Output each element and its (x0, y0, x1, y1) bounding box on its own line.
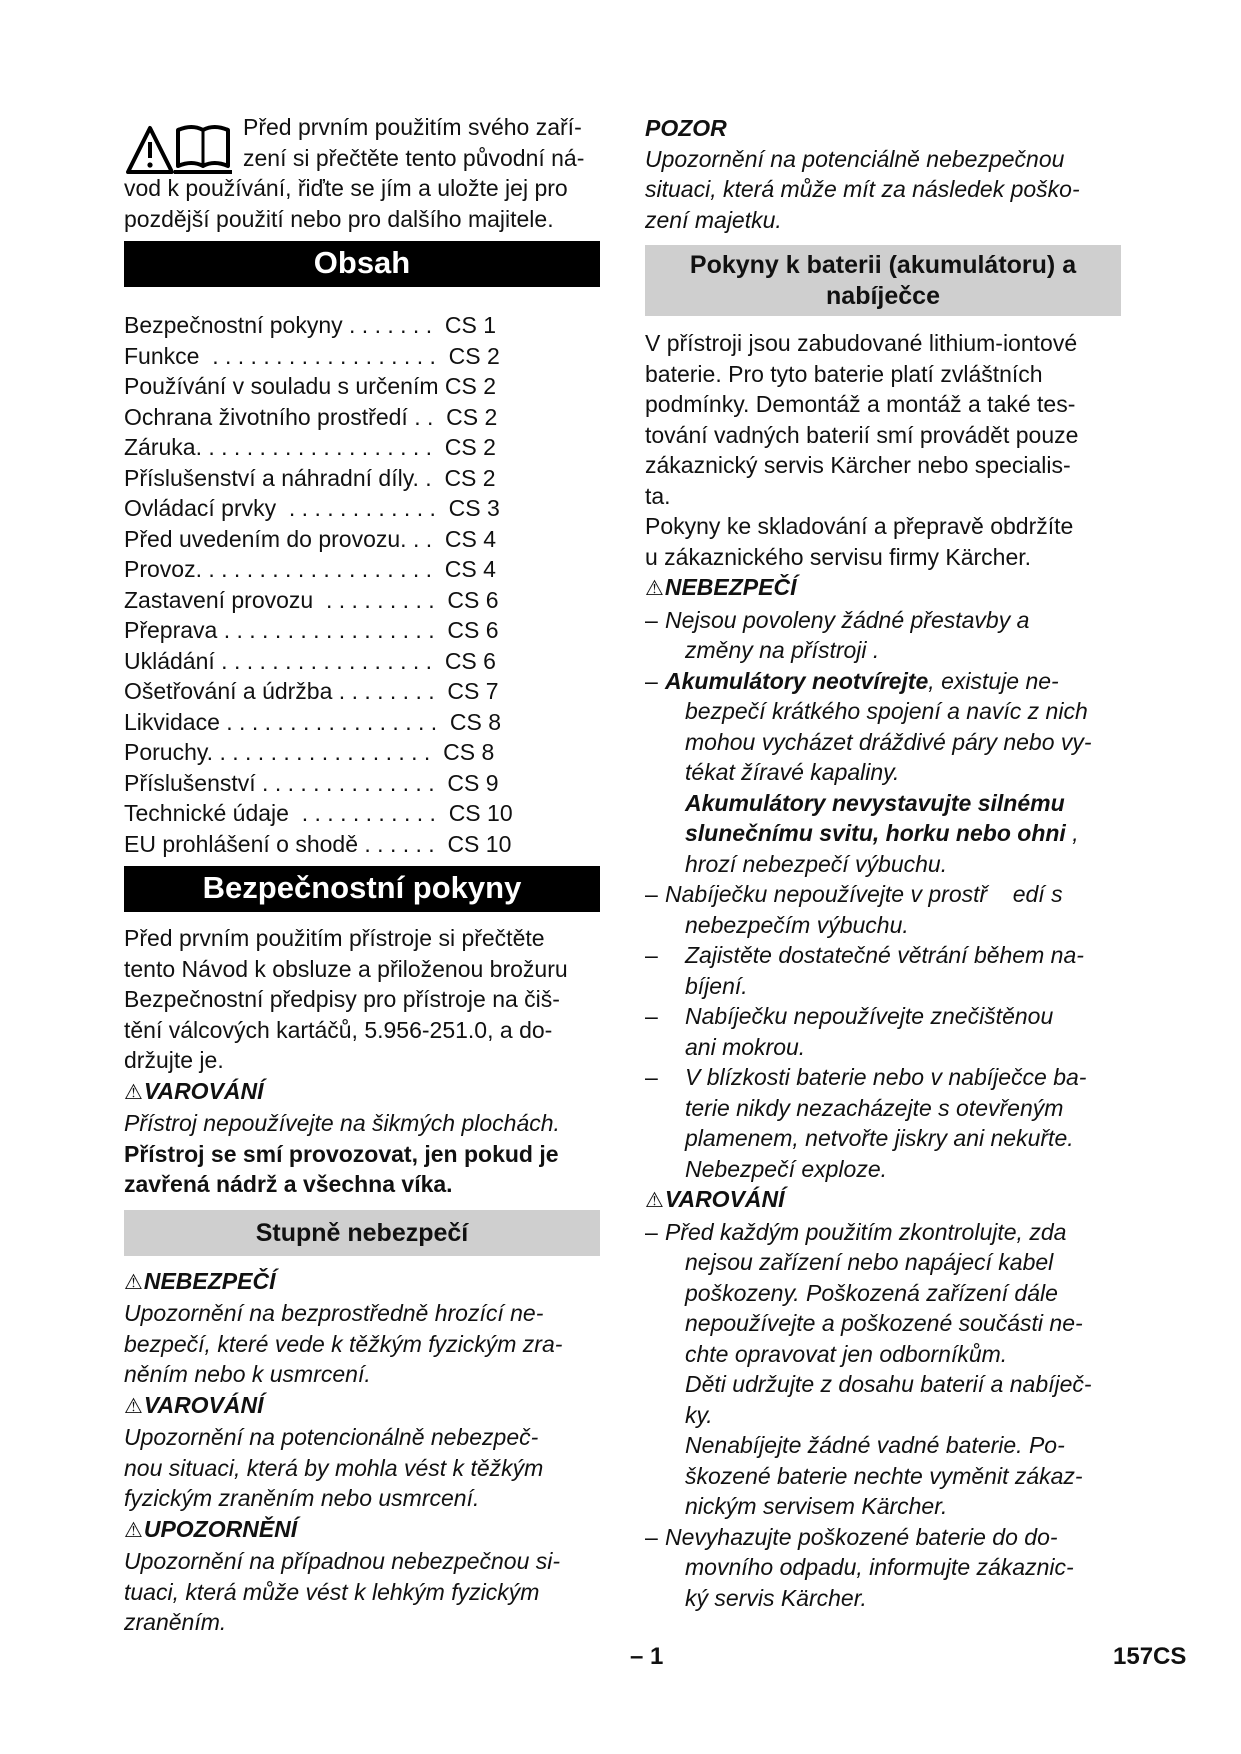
list-item-continuation: plamenem, netvořte jiskry ani nekuřte. (685, 1125, 1074, 1151)
list-item-continuation: poškozeny. Poškozená zařízení dále (685, 1279, 1058, 1306)
text-line: něním nebo k usmrcení. (124, 1361, 371, 1387)
warning-triangle-icon: ⚠ (645, 1189, 664, 1212)
list-item-continuation: bíjení. (685, 972, 748, 999)
dash-bullet: – (645, 667, 658, 694)
toc-entry[interactable]: Provoz. . . . . . . . . . . . . . . . . . . CS 4 (124, 556, 496, 582)
toc-entry[interactable]: Příslušenství . . . . . . . . . . . . . . CS 9 (124, 769, 499, 796)
page-code: 157CS (1113, 1643, 1187, 1670)
text-line: zraněním. (124, 1609, 227, 1635)
list-item-continuation: ky. (685, 1401, 713, 1428)
table-of-contents (124, 310, 600, 859)
dash-bullet: – (645, 1064, 658, 1090)
list-item: – Akumulátory neotvírejte, existuje ne- (645, 666, 1121, 697)
danger-label: ⚠NEBEZPEČÍ (645, 574, 797, 600)
text-line: u zákaznického servisu firmy Kärcher. (645, 543, 1032, 570)
safety-heading: Bezpečnostní pokyny (124, 866, 600, 912)
text-line: Upozornění na případnou nebezpečnou si- (124, 1548, 561, 1574)
dash-bullet: – (645, 942, 658, 968)
toc-entry[interactable]: Před uvedením do provozu. . . CS 4 (124, 525, 497, 552)
toc-heading: Obsah (124, 241, 600, 287)
list-item-continuation: hrozí nebezpečí výbuchu. (685, 850, 948, 877)
right-column (645, 113, 1121, 1613)
left-column (124, 112, 600, 1638)
list-item-continuation: ký servis Kärcher. (685, 1584, 867, 1611)
battery-heading (645, 245, 1121, 316)
text-line: zákaznický servis Kärcher nebo specialis- (645, 452, 1071, 478)
list-item-continuation: mohou vycházet dráždivé páry nebo vy- (685, 728, 1092, 755)
warning-triangle-icon: ⚠ (645, 577, 664, 600)
list-item: – Nevyhazujte poškozené baterie do do- (645, 1522, 1121, 1553)
bold-notice: Přístroj se smí provozovat, jen pokud je (124, 1140, 559, 1167)
warning-label: ⚠VAROVÁNÍ (645, 1186, 785, 1212)
warning-triangle-icon: ⚠ (124, 1270, 143, 1294)
text-line: fyzickým zraněním nebo usmrcení. (124, 1485, 480, 1511)
text-line: Upozornění na bezprostředně hrozící ne- (124, 1300, 544, 1326)
toc-entry[interactable]: Přeprava . . . . . . . . . . . . . . . . . CS 6 (124, 617, 499, 643)
list-item: – Nabíječku nepoužívejte v prostř edí s (645, 879, 1121, 910)
list-item-continuation: změny na přístroji . (685, 637, 880, 663)
toc-entry[interactable]: Ošetřování a údržba . . . . . . . . CS 7 (124, 678, 499, 704)
toc-entry[interactable]: Bezpečnostní pokyny . . . . . . . CS 1 (124, 312, 497, 338)
text-line: tuaci, která může vést k lehkým fyzickým (124, 1578, 540, 1605)
intro-line: pozdější použití nebo pro dalšího majitele. (124, 205, 554, 232)
list-item: – Nabíječku nepoužívejte znečištěnou (645, 1001, 1121, 1032)
intro-line: vod k používání, řiďte se jím a uložte jej pro (124, 175, 568, 201)
levels-heading: Stupně nebezpečí (124, 1210, 600, 1256)
dash-bullet: – (645, 881, 658, 907)
list-item-continuation: movního odpadu, informujte zákaznic- (685, 1554, 1074, 1580)
toc-entry[interactable]: Zastavení provozu . . . . . . . . . CS 6 (124, 586, 499, 613)
bold-warning-line: Akumulátory nevystavujte silnému (685, 789, 1065, 816)
text-line: držujte je. (124, 1047, 224, 1073)
intro-line: Před prvním použitím svého zaří- (243, 114, 582, 140)
toc-entry[interactable]: Poruchy. . . . . . . . . . . . . . . . . . CS 8 (124, 739, 495, 765)
toc-entry[interactable]: Příslušenství a náhradní díly. . CS 2 (124, 464, 496, 491)
list-item-continuation: nejsou zařízení nebo napájecí kabel (685, 1249, 1054, 1275)
warning-label: ⚠VAROVÁNÍ (124, 1391, 264, 1418)
list-item-continuation: nickým servisem Kärcher. (685, 1493, 948, 1519)
list-item-continuation: Děti udržujte z dosahu baterií a nabíječ- (685, 1371, 1092, 1397)
text-line: nou situaci, která by mohla vést k těžkým (124, 1454, 544, 1481)
text-line: tění válcových kartáčů, 5.956-251.0, a do- (124, 1016, 553, 1043)
toc-entry[interactable]: Likvidace . . . . . . . . . . . . . . . . . CS 8 (124, 708, 502, 735)
page-number: – 1 (630, 1643, 664, 1670)
list-item-continuation: nebezpečím výbuchu. (685, 911, 909, 938)
list-item-continuation: bezpečí krátkého spojení a navíc z nich (685, 698, 1088, 724)
text-line: Upozornění na potencionálně nebezpeč- (124, 1424, 539, 1450)
list-item: – Zajistěte dostatečné větrání během na- (645, 940, 1121, 971)
toc-entry[interactable]: EU prohlášení o shodě . . . . . . CS 10 (124, 830, 512, 857)
text-line: Pokyny ke skladování a přepravě obdržíte (645, 513, 1074, 539)
list-item-continuation: terie nikdy nezacházejte s otevřeným (685, 1094, 1064, 1121)
list-item-continuation: Nebezpečí exploze. (685, 1155, 888, 1182)
list-item-continuation: tékat žíravé kapaliny. (685, 759, 900, 785)
list-item-continuation: škozené baterie nechte vyměnit zákaz- (685, 1462, 1083, 1489)
bold-warning-line: slunečnímu svitu, horku nebo ohni , (685, 820, 1079, 846)
text-line: tento Návod k obsluze a přiloženou brožuru (124, 955, 568, 982)
heading-line: nabíječce (826, 282, 940, 310)
warning-manual-icon (124, 120, 236, 176)
text-line: Před prvním použitím přístroje si přečtěte (124, 925, 545, 951)
warning-triangle-icon: ⚠ (124, 1394, 143, 1418)
bold-notice: zavřená nádrž a všechna víka. (124, 1171, 453, 1197)
dash-bullet: – (645, 606, 658, 633)
toc-entry[interactable]: Funkce . . . . . . . . . . . . . . . . . . CS 2 (124, 342, 500, 369)
text-line: Upozornění na potenciálně nebezpečnou (645, 145, 1065, 172)
text-line: bezpečí, které vede k těžkým fyzickým zra- (124, 1330, 563, 1357)
warning-text: Přístroj nepoužívejte na šikmých plochách. (124, 1110, 560, 1136)
danger-label: ⚠NEBEZPEČÍ (124, 1267, 276, 1294)
warning-label: ⚠VAROVÁNÍ (124, 1077, 264, 1104)
warning-triangle-icon: ⚠ (124, 1518, 143, 1542)
toc-entry[interactable]: Technické údaje . . . . . . . . . . . CS 10 (124, 800, 513, 826)
list-item-continuation: nepoužívejte a poškozené součásti ne- (685, 1310, 1083, 1336)
toc-entry[interactable]: Používání v souladu s určením CS 2 (124, 373, 497, 399)
list-item-continuation: ani mokrou. (685, 1033, 806, 1060)
heading-line: Pokyny k baterii (akumulátoru) a (689, 251, 1077, 279)
text-line: V přístroji jsou zabudované lithium-iontové (645, 330, 1078, 356)
text-line: situaci, která může mít za následek poško- (645, 176, 1080, 202)
list-item: – V blízkosti baterie nebo v nabíječce ba- (645, 1062, 1121, 1093)
dash-bullet: – (645, 1003, 658, 1029)
intro-block (124, 112, 600, 234)
text-line: baterie. Pro tyto baterie platí zvláštních (645, 360, 1043, 387)
intro-line: zení si přečtěte tento původní ná- (243, 144, 585, 171)
toc-entry[interactable]: Ukládání . . . . . . . . . . . . . . . . . CS 6 (124, 647, 496, 674)
dash-bullet: – (645, 1523, 658, 1550)
list-item-continuation: chte opravovat jen odborníkům. (685, 1340, 1008, 1367)
warning-triangle-icon: ⚠ (124, 1080, 143, 1104)
text-line: podmínky. Demontáž a montáž a také tes- (645, 391, 1076, 417)
caution-label: ⚠UPOZORNĚNÍ (124, 1515, 298, 1542)
toc-entry[interactable]: Ochrana životního prostředí . . CS 2 (124, 403, 498, 430)
safety-intro (124, 923, 600, 1076)
text-line: Bezpečnostní předpisy pro přístroje na čiš- (124, 986, 560, 1012)
list-item-continuation: Nenabíjejte žádné vadné baterie. Po- (685, 1432, 1065, 1458)
text-line: zení majetku. (645, 206, 782, 233)
dash-bullet: – (645, 1218, 658, 1245)
attention-label: POZOR (645, 115, 727, 141)
list-item: – Nejsou povoleny žádné přestavby a (645, 605, 1121, 636)
list-item: – Před každým použitím zkontrolujte, zda (645, 1217, 1121, 1248)
text-line: tování vadných baterií smí provádět pouze (645, 421, 1079, 448)
toc-entry[interactable]: Záruka. . . . . . . . . . . . . . . . . . . CS 2 (124, 434, 496, 460)
toc-entry[interactable]: Ovládací prvky . . . . . . . . . . . . CS 3 (124, 495, 500, 521)
text-line: ta. (645, 482, 671, 509)
